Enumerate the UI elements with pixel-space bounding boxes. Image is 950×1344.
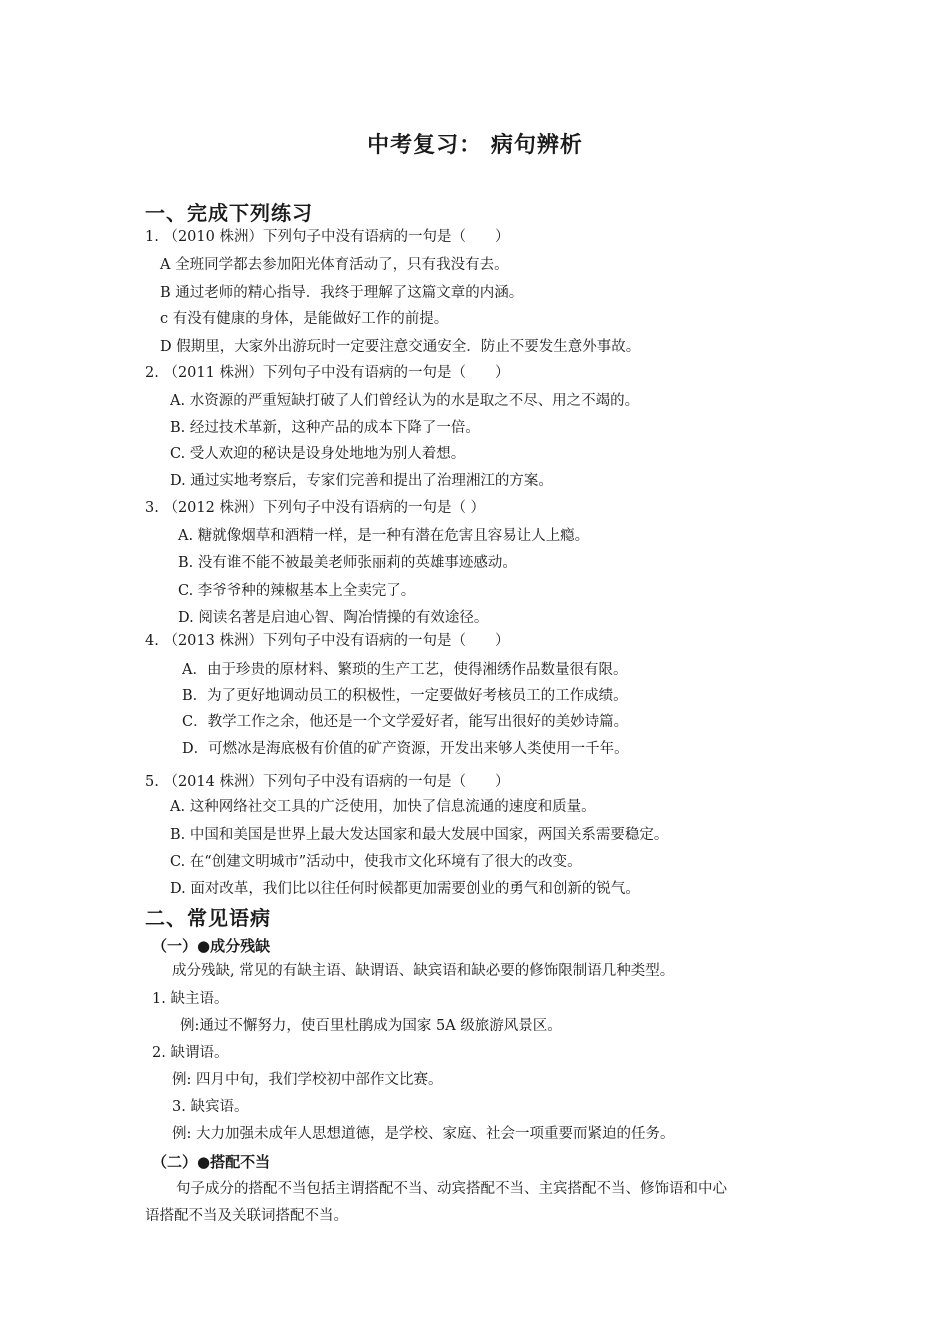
list-item-label: 1. 缺主语。 [152, 991, 229, 1007]
question-option: B. 中国和美国是世界上最大发达国家和最大发展中国家，两国关系需要稳定。 [170, 827, 669, 843]
question-option: B. 没有谁不能不被最美老师张丽莉的英雄事迹感动。 [178, 555, 517, 571]
question-option: D 假期里，大家外出游玩时一定要注意交通安全．防止不要发生意外事故。 [160, 339, 641, 355]
subsection-heading-improper-collocation: （二）●搭配不当 [152, 1153, 271, 1171]
list-item-label: 3. 缺宾语。 [172, 1099, 249, 1115]
question-option: A．由于珍贵的原材料、繁琐的生产工艺，使得湘绣作品数量很有限。 [182, 662, 628, 678]
question-option: D. 面对改革，我们比以往任何时候都更加需要创业的勇气和创新的锐气。 [170, 881, 640, 897]
question-option: D. 通过实地考察后，专家们完善和提出了治理湘江的方案。 [170, 473, 553, 489]
question-option: A. 这种网络社交工具的广泛使用，加快了信息流通的速度和质量。 [170, 799, 596, 815]
question-option: C．教学工作之余，他还是一个文学爱好者，能写出很好的美妙诗篇。 [182, 714, 629, 730]
question-option: C. 李爷爷种的辣椒基本上全卖完了。 [178, 583, 416, 599]
question-option: C. 受人欢迎的秘诀是设身处地地为别人着想。 [170, 446, 466, 462]
list-item-label: 2. 缺谓语。 [152, 1045, 229, 1061]
question-option: D. 阅读名著是启迪心智、陶冶情操的有效途径。 [178, 610, 489, 626]
question-option: B．为了更好地调动员工的积极性，一定要做好考核员工的工作成绩。 [182, 688, 628, 704]
example-sentence: 例:通过不懈努力，使百里杜鹃成为国家 5A 级旅游风景区。 [180, 1018, 562, 1034]
paragraph: 句子成分的搭配不当包括主谓搭配不当、动宾搭配不当、主宾搭配不当、修饰语和中心 [176, 1181, 727, 1197]
question-option: B 通过老师的精心指导．我终于理解了这篇文章的内涵。 [160, 285, 524, 301]
example-sentence: 例: 大力加强未成年人思想道德，是学校、家庭、社会一项重要而紧迫的任务。 [172, 1126, 675, 1142]
question-option: D．可燃冰是海底极有价值的矿产资源，开发出来够人类使用一千年。 [182, 741, 629, 757]
question-stem: 1. （2010 株洲）下列句子中没有语病的一句是（ ） [145, 229, 510, 245]
paragraph: 成分残缺, 常见的有缺主语、缺谓语、缺宾语和缺必要的修饰限制语几种类型。 [172, 963, 675, 979]
question-option: c 有没有健康的身体，是能做好工作的前提。 [160, 311, 449, 327]
question-option: A. 水资源的严重短缺打破了人们曾经认为的水是取之不尽、用之不竭的。 [170, 393, 640, 409]
question-option: A 全班同学都去参加阳光体育活动了，只有我没有去。 [160, 257, 509, 273]
question-stem: 3. （2012 株洲）下列句子中没有语病的一句是（ ） [145, 500, 486, 516]
paragraph: 语搭配不当及关联词搭配不当。 [145, 1208, 348, 1224]
section-heading-common-errors: 二、常见语病 [145, 906, 271, 930]
question-stem: 5. （2014 株洲）下列句子中没有语病的一句是（ ） [145, 774, 510, 790]
section-heading-exercises: 一、完成下列练习 [145, 201, 313, 225]
page-title: 中考复习： 病句辨析 [367, 133, 583, 158]
question-stem: 2. （2011 株洲）下列句子中没有语病的一句是（ ） [145, 365, 510, 381]
question-option: B. 经过技术革新，这种产品的成本下降了一倍。 [170, 420, 480, 436]
example-sentence: 例: 四月中旬，我们学校初中部作文比赛。 [172, 1072, 443, 1088]
subsection-heading-missing-components: （一）●成分残缺 [152, 937, 271, 955]
question-stem: 4. （2013 株洲）下列句子中没有语病的一句是（ ） [145, 633, 510, 649]
question-option: A. 糖就像烟草和酒精一样，是一种有潜在危害且容易让人上瘾。 [178, 528, 590, 544]
question-option: C. 在“创建文明城市”活动中，使我市文化环境有了很大的改变。 [170, 854, 582, 870]
